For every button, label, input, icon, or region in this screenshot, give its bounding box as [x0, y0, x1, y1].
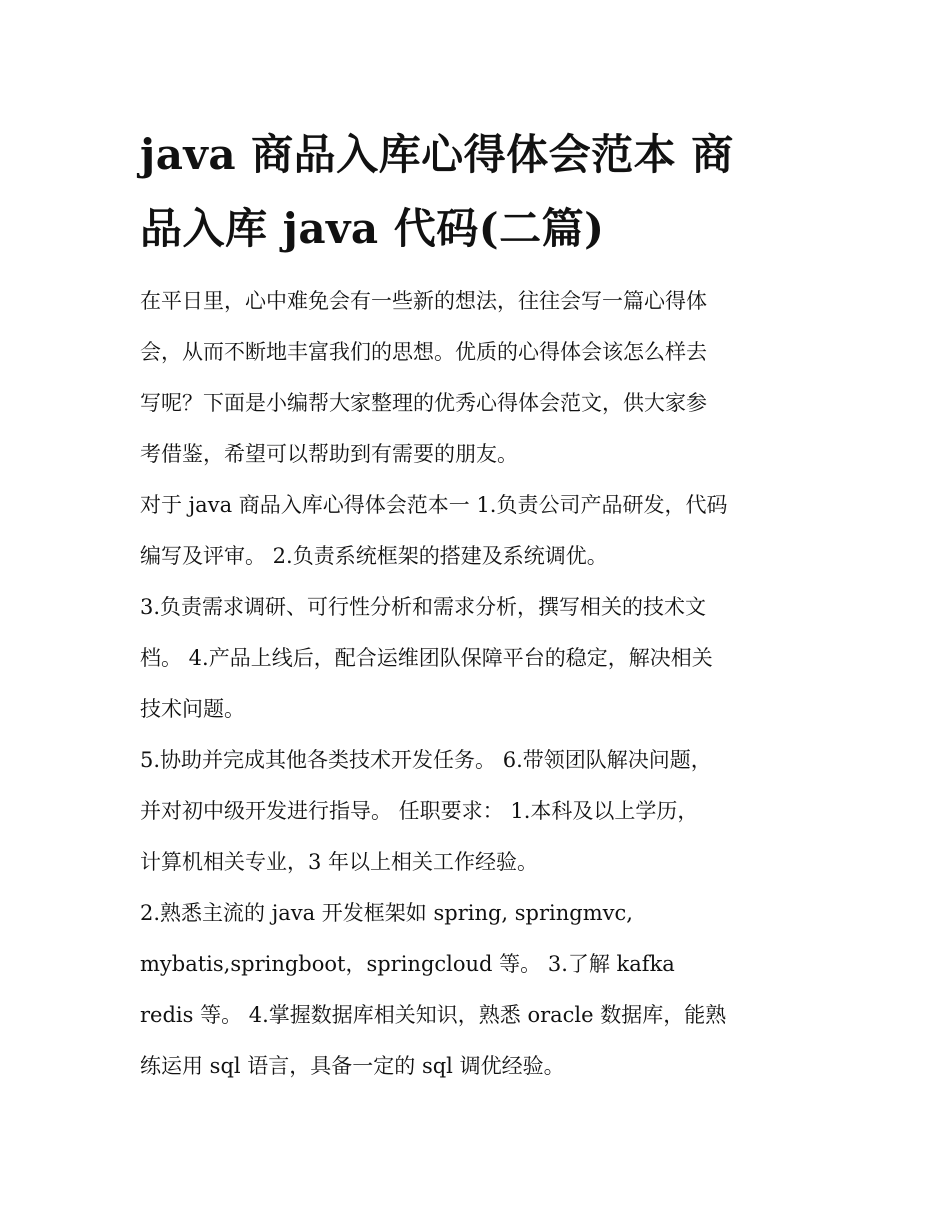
- text-line: 3.负责需求调研、可行性分析和需求分析，撰写相关的技术文: [140, 595, 707, 619]
- body-paragraph: [140, 582, 820, 735]
- text-line: 练运用 sql 语言，具备一定的 sql 调优经验。: [140, 1054, 565, 1078]
- document-page: [140, 118, 820, 1092]
- body-paragraph: [140, 735, 820, 888]
- text-line: 写呢？下面是小编帮大家整理的优秀心得体会范文，供大家参: [140, 391, 707, 415]
- text-line: 5.协助并完成其他各类技术开发任务。 6.带领团队解决问题，: [140, 748, 712, 772]
- text-line: 在平日里，心中难免会有一些新的想法，往往会写一篇心得体: [140, 289, 707, 313]
- text-line: 档。 4.产品上线后，配合运维团队保障平台的稳定，解决相关: [140, 646, 713, 670]
- document-title: [140, 118, 820, 266]
- title-line: 品入库 java 代码(二篇): [140, 204, 605, 253]
- text-line: 计算机相关专业，3 年以上相关工作经验。: [140, 850, 539, 874]
- text-line: 对于 java 商品入库心得体会范本一 1.负责公司产品研发，代码: [140, 493, 728, 517]
- body-paragraph: [140, 480, 820, 582]
- text-line: 2.熟悉主流的 java 开发框架如 spring, springmvc,: [140, 901, 633, 925]
- body-paragraph: [140, 888, 820, 1092]
- text-line: 考借鉴，希望可以帮助到有需要的朋友。: [140, 442, 518, 466]
- text-line: 并对初中级开发进行指导。 任职要求： 1.本科及以上学历，: [140, 799, 699, 823]
- title-line: java 商品入库心得体会范本 商: [140, 130, 734, 179]
- text-line: 技术问题。: [140, 697, 245, 721]
- text-line: mybatis,springboot，springcloud 等。 3.了解 kafka: [140, 952, 675, 976]
- text-line: 会，从而不断地丰富我们的思想。优质的心得体会该怎么样去: [140, 340, 707, 364]
- intro-paragraph: [140, 276, 820, 480]
- text-line: 编写及评审。 2.负责系统框架的搭建及系统调优。: [140, 544, 608, 568]
- text-line: redis 等。 4.掌握数据库相关知识，熟悉 oracle 数据库，能熟: [140, 1003, 727, 1027]
